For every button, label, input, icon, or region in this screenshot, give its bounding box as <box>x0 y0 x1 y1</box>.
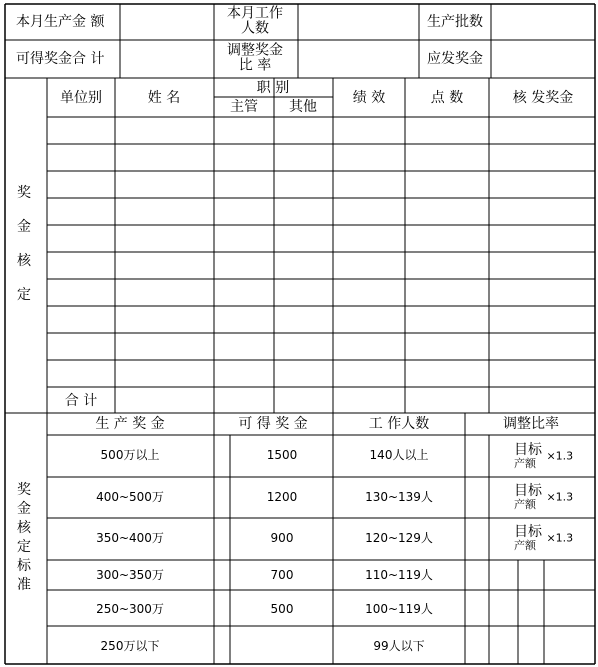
std-col-workers: 工 作人数 <box>368 416 430 432</box>
section-char: 金 <box>17 219 31 235</box>
ratio-note <box>514 443 573 469</box>
ratio-note-factor: ×1.3 <box>546 531 574 545</box>
adjust-ratio-label-line2: 比 率 <box>238 58 272 74</box>
ratio-note-factor: ×1.3 <box>546 449 574 463</box>
std-row-workers: 110~119人 <box>365 568 433 582</box>
section-char: 奖 <box>17 185 31 201</box>
section-char: 标 <box>17 558 31 574</box>
standard-section-label <box>16 481 32 595</box>
col-name: 姓 名 <box>147 90 181 106</box>
std-col-production: 生 产 奖 金 <box>95 416 165 432</box>
std-row-workers: 130~139人 <box>365 490 433 504</box>
ratio-note-line1: 目标 <box>514 482 542 499</box>
ratio-note-line2: 产额 <box>514 538 536 552</box>
std-row-workers: 100~119人 <box>365 602 433 616</box>
payable-label: 应发奖金 <box>427 51 483 67</box>
bonus-total-label: 可得奖金合 计 <box>16 51 105 67</box>
col-position: 职 别 <box>256 80 290 96</box>
col-other: 其他 <box>289 99 317 115</box>
section-char: 金 <box>17 501 31 517</box>
std-row-production: 500万以上 <box>100 448 160 462</box>
ratio-note-factor: ×1.3 <box>546 490 574 504</box>
total-row-label: 合 计 <box>64 393 98 409</box>
std-row-production: 350~400万 <box>96 531 164 545</box>
ratio-note <box>514 525 573 551</box>
std-col-ratio: 调整比率 <box>503 416 559 432</box>
std-row-production: 250~300万 <box>96 602 164 616</box>
std-row-workers: 140人以上 <box>369 448 429 462</box>
std-row-bonus: 700 <box>270 568 294 582</box>
workers-label <box>227 7 283 38</box>
section-char: 定 <box>17 539 31 555</box>
std-row-workers: 120~129人 <box>365 531 433 545</box>
ratio-note-label <box>514 525 542 551</box>
production-amount-label: 本月生产金 额 <box>16 14 105 30</box>
workers-label-line1: 本月工作 <box>227 5 283 22</box>
section-char: 奖 <box>17 482 31 498</box>
col-unit: 单位别 <box>60 90 102 106</box>
std-row-bonus: 1200 <box>266 490 298 504</box>
ratio-note-line2: 产额 <box>514 456 536 470</box>
std-row-bonus: 500 <box>270 602 294 616</box>
verification-section-label <box>16 176 32 312</box>
batches-label: 生产批数 <box>427 14 483 30</box>
col-performance: 绩 效 <box>352 90 386 106</box>
std-row-bonus: 900 <box>270 531 294 545</box>
col-approved-bonus: 核 发奖金 <box>512 90 574 106</box>
ratio-note-line1: 目标 <box>514 441 542 458</box>
ratio-note <box>514 484 573 510</box>
ratio-note-label <box>514 443 542 469</box>
std-col-bonus: 可 得 奖 金 <box>238 416 308 432</box>
std-row-production: 300~350万 <box>96 568 164 582</box>
workers-label-line2: 人数 <box>241 21 269 37</box>
col-supervisor: 主管 <box>230 99 258 115</box>
col-points: 点 数 <box>430 90 464 106</box>
ratio-note-line2: 产额 <box>514 497 536 511</box>
ratio-note-label <box>514 484 542 510</box>
section-char: 准 <box>17 577 31 593</box>
std-row-workers: 99人以下 <box>373 639 425 653</box>
adjust-ratio-label-line1: 调整奖金 <box>227 42 283 59</box>
section-char: 定 <box>17 287 31 303</box>
ratio-note-line1: 目标 <box>514 523 542 540</box>
std-row-bonus: 1500 <box>266 448 298 462</box>
section-char: 核 <box>17 253 31 269</box>
section-char: 核 <box>17 520 31 536</box>
std-row-production: 400~500万 <box>96 490 164 504</box>
adjust-ratio-label <box>227 44 283 75</box>
std-row-production: 250万以下 <box>100 639 160 653</box>
